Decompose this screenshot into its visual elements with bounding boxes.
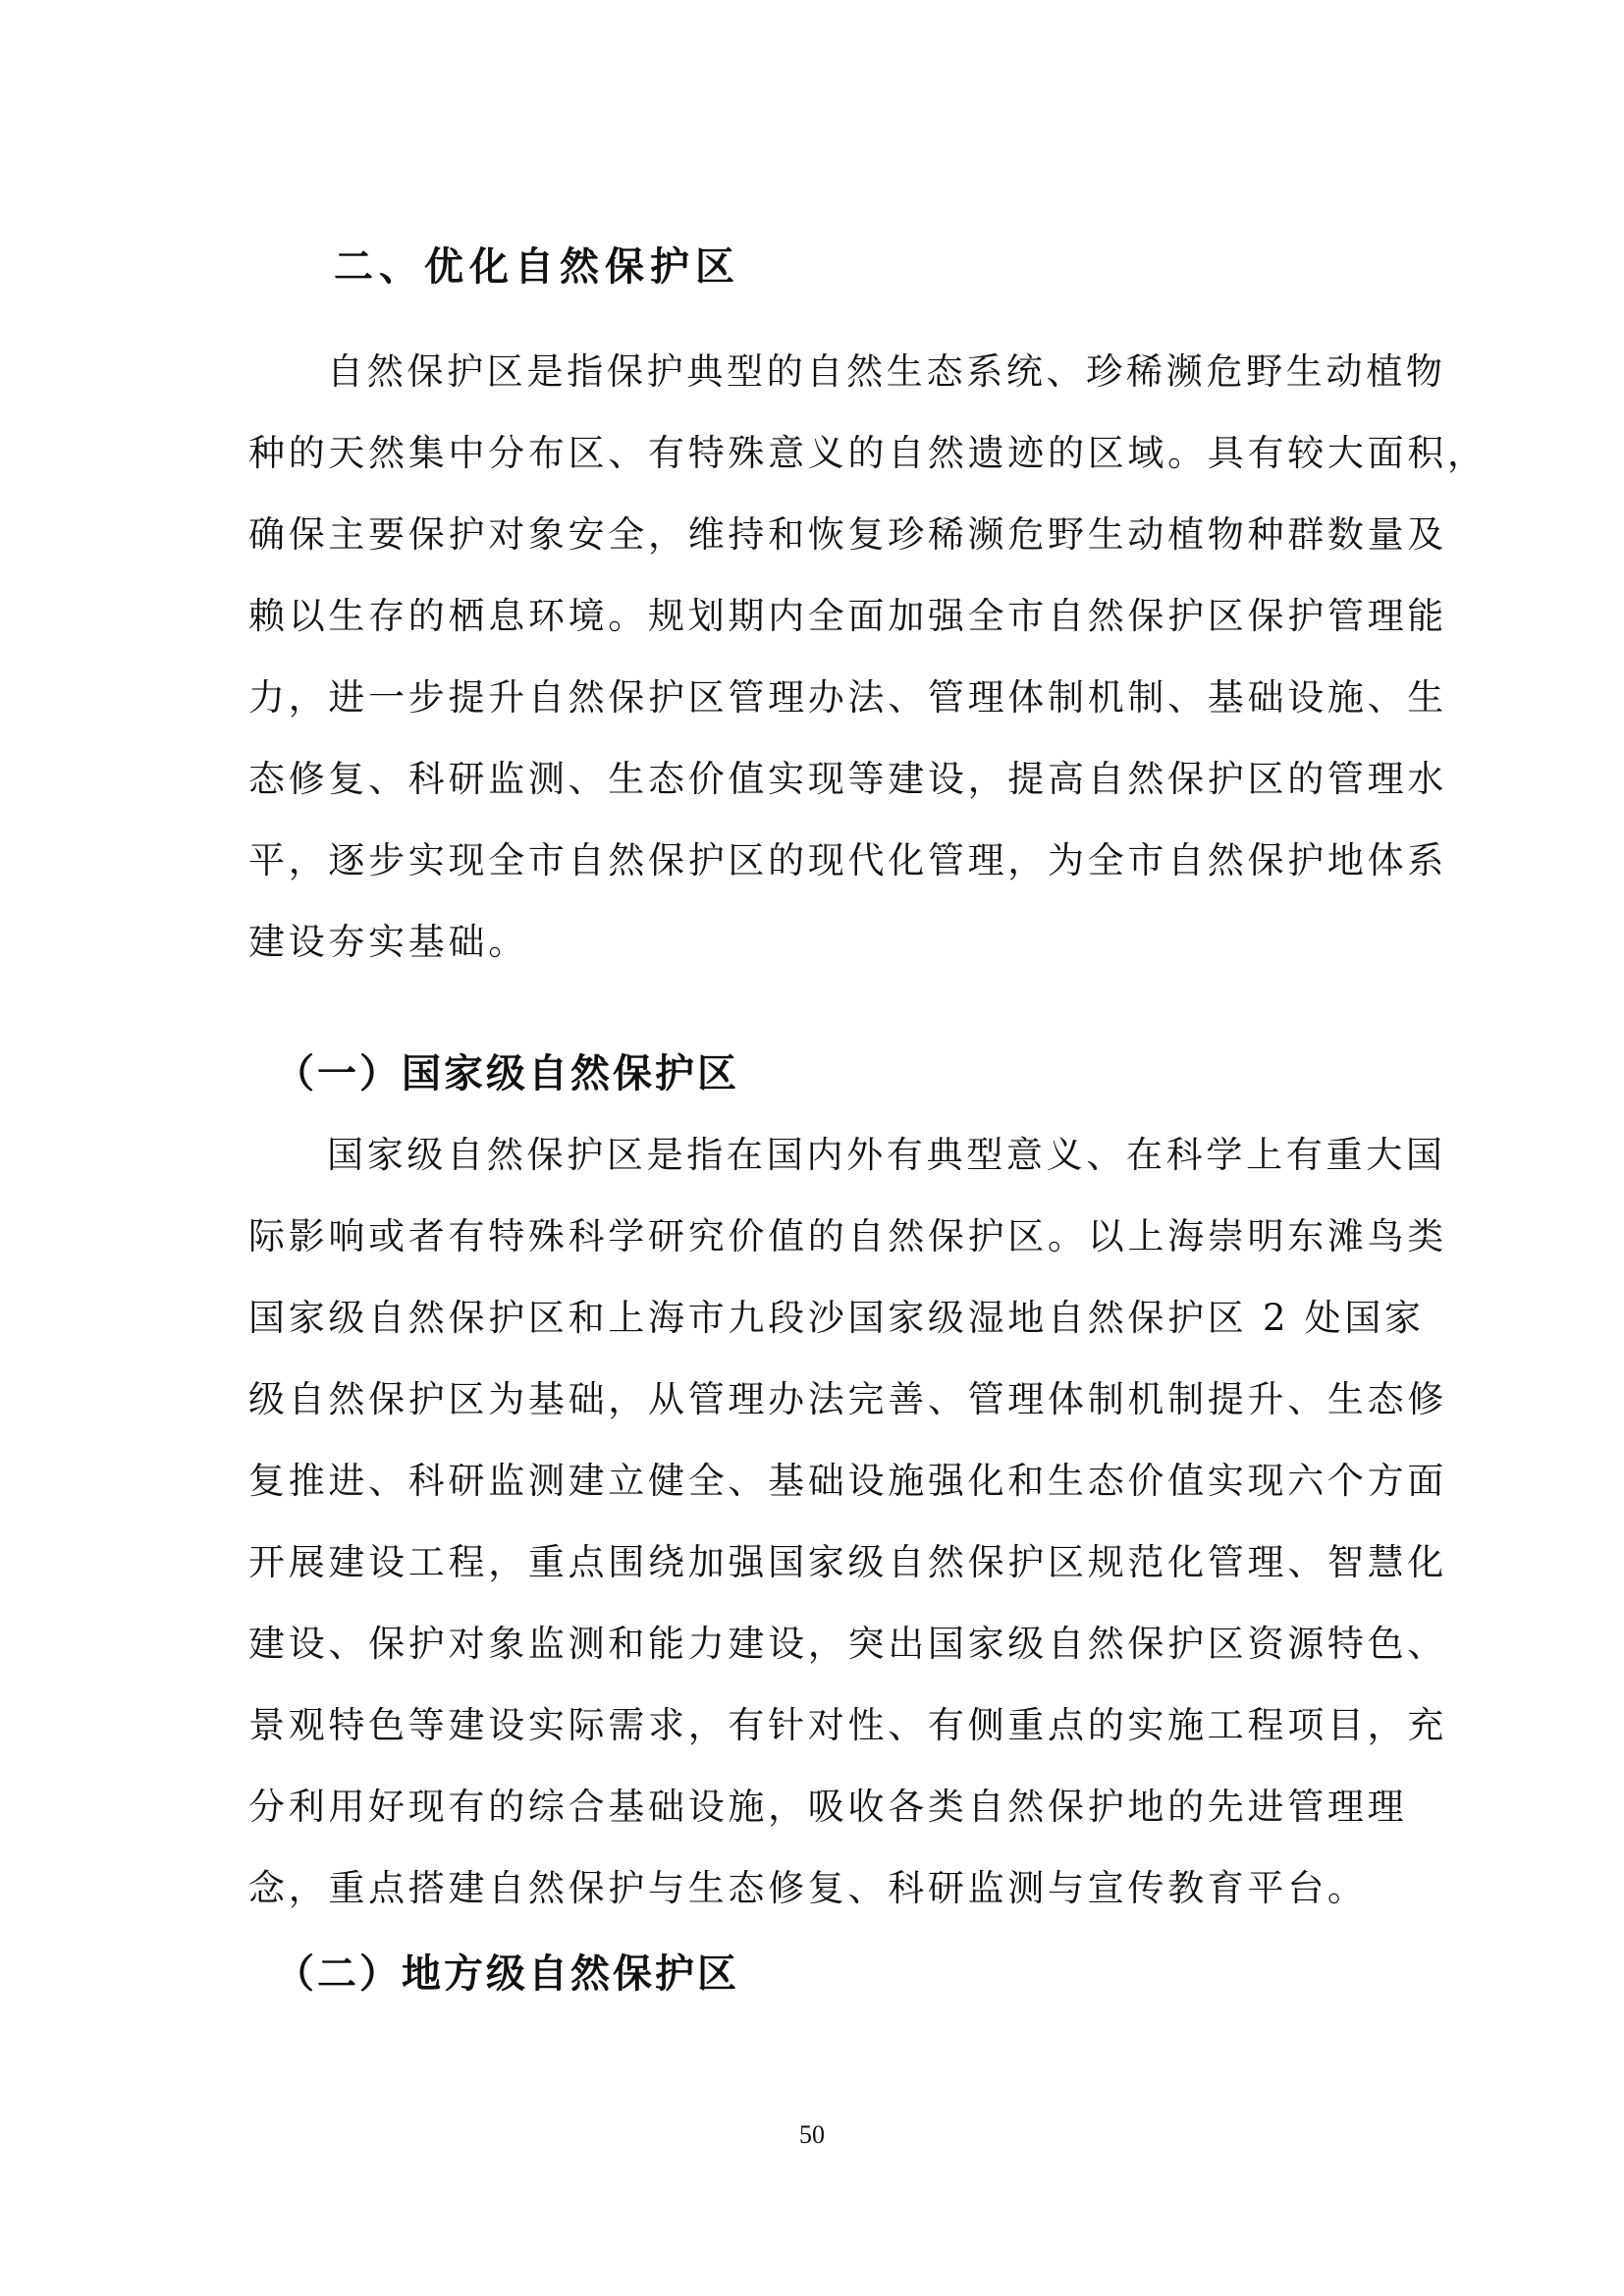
paragraph-line: 力，进一步提升自然保护区管理办法、管理体制机制、基础设施、生 <box>248 676 1447 719</box>
paragraph-line: 种的天然集中分布区、有特殊意义的自然遗迹的区域。具有较大面积， <box>248 432 1488 474</box>
subsection-heading-national: （一）国家级自然保护区 <box>275 1051 739 1096</box>
paragraph-line: 国家级自然保护区是指在国内外有典型意义、在科学上有重大国 <box>327 1134 1446 1176</box>
paragraph-line: 态修复、科研监测、生态价值实现等建设，提高自然保护区的管理水 <box>248 758 1447 800</box>
paragraph-line: 复推进、科研监测建立健全、基础设施强化和生态价值实现六个方面 <box>248 1460 1447 1502</box>
paragraph-line: 建设夯实基础。 <box>248 921 528 963</box>
subsection-heading-local: （二）地方级自然保护区 <box>275 1951 739 1997</box>
paragraph-line: 建设、保护对象监测和能力建设，突出国家级自然保护区资源特色、 <box>248 1623 1447 1665</box>
paragraph-line: 级自然保护区为基础，从管理办法完善、管理体制机制提升、生态修 <box>248 1378 1447 1420</box>
paragraph-line: 国家级自然保护区和上海市九段沙国家级湿地自然保护区 2 处国家 <box>248 1297 1425 1339</box>
page-number: 50 <box>799 2120 825 2149</box>
section-heading: 二、优化自然保护区 <box>334 244 740 290</box>
paragraph-line: 赖以生存的栖息环境。规划期内全面加强全市自然保护区保护管理能 <box>248 595 1447 637</box>
paragraph-line: 自然保护区是指保护典型的自然生态系统、珍稀濒危野生动植物 <box>327 350 1446 393</box>
paragraph-line: 平，逐步实现全市自然保护区的现代化管理，为全市自然保护地体系 <box>248 839 1447 881</box>
paragraph-line: 确保主要保护对象安全，维持和恢复珍稀濒危野生动植物种群数量及 <box>248 513 1447 556</box>
paragraph-line: 分利用好现有的综合基础设施，吸收各类自然保护地的先进管理理 <box>248 1786 1408 1828</box>
paragraph-line: 景观特色等建设实际需求，有针对性、有侧重点的实施工程项目，充 <box>248 1704 1447 1746</box>
paragraph-line: 开展建设工程，重点围绕加强国家级自然保护区规范化管理、智慧化 <box>248 1541 1447 1583</box>
paragraph-line: 念，重点搭建自然保护与生态修复、科研监测与宣传教育平台。 <box>248 1867 1368 1909</box>
paragraph-line: 际影响或者有特殊科学研究价值的自然保护区。以上海崇明东滩鸟类 <box>248 1215 1447 1257</box>
